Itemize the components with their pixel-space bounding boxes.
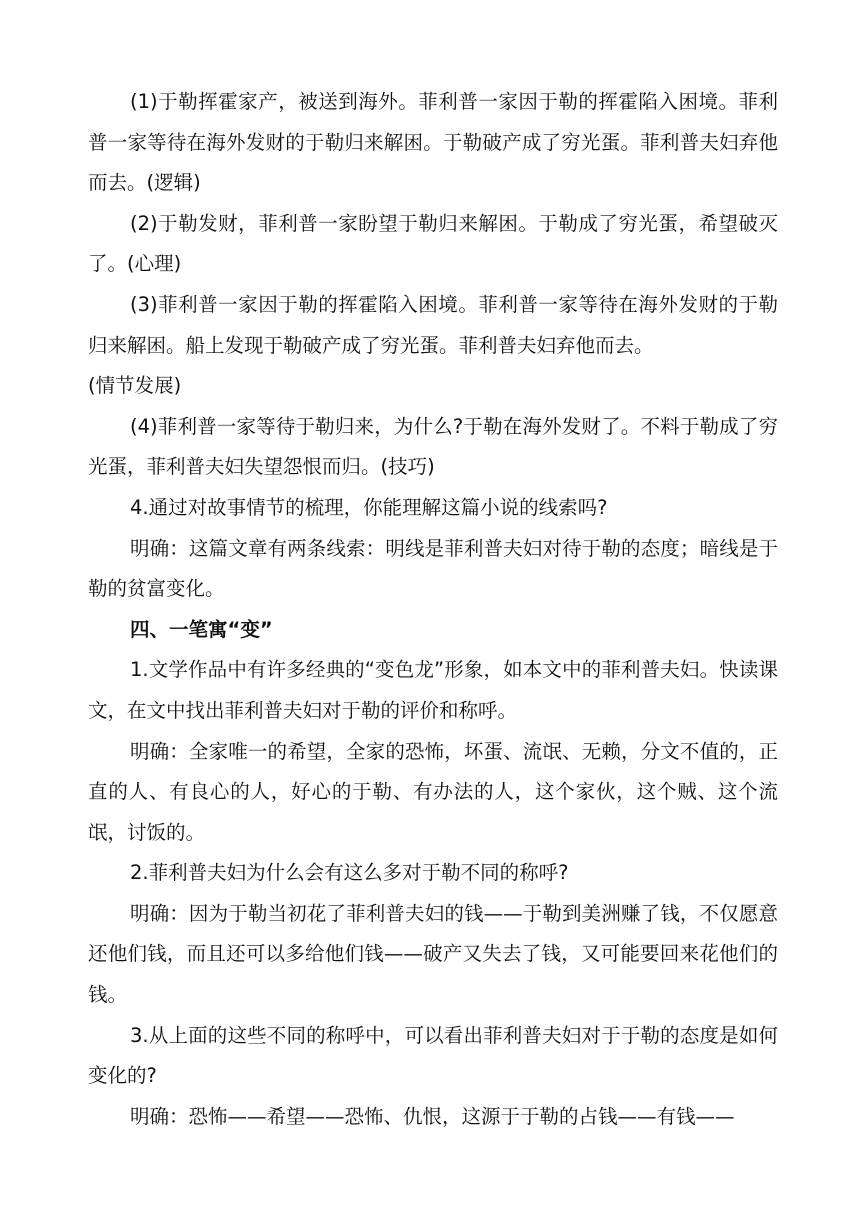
answer-4: 明确：这篇文章有两条线索：明线是菲利普夫妇对待于勒的态度；暗线是于勒的贫富变化。 <box>88 536 778 601</box>
paragraph-item-3-continued: (情节发展) <box>88 374 182 398</box>
answer-3: 明确：恐怖——希望——恐怖、仇恨，这源于于勒的占钱——有钱—— <box>130 1104 735 1128</box>
paragraph-item-1: (1)于勒挥霍家产，被送到海外。菲利普一家因于勒的挥霍陷入困境。菲利普一家等待在海外发财的于勒归来解困。于勒破产成了穷光蛋。菲利普夫妇弃他而去。(逻辑) <box>88 90 778 195</box>
question-2: 2.菲利普夫妇为什么会有这么多对于勒不同的称呼? <box>130 861 569 885</box>
section-heading: 四、一笔寓“变” <box>130 617 273 641</box>
answer-1: 明确：全家唯一的希望，全家的恐怖，坏蛋、流氓、无赖，分文不值的，正直的人、有良心的人，好心的于勒、有办法的人，这个家伙，这个贼、这个流氓，讨饭的。 <box>88 739 778 844</box>
paragraph-item-3: (3)菲利普一家因于勒的挥霍陷入困境。菲利普一家等待在海外发财的于勒归来解困。船上发现于勒破产成了穷光蛋。菲利普夫妇弃他而去。 <box>88 292 778 357</box>
document-page <box>88 82 778 1137</box>
question-4: 4.通过对故事情节的梳理，你能理解这篇小说的线索吗? <box>130 495 608 519</box>
question-1: 1.文学作品中有许多经典的“变色龙”形象，如本文中的菲利普夫妇。快读课文，在文中找出菲利普夫妇对于勒的评价和称呼。 <box>88 658 778 722</box>
answer-2: 明确：因为于勒当初花了菲利普夫妇的钱——于勒到美洲赚了钱，不仅愿意还他们钱，而且还可以多给他们钱——破产又失去了钱，又可能要回来花他们的钱。 <box>88 901 778 1007</box>
question-3: 3.从上面的这些不同的称呼中，可以看出菲利普夫妇对于于勒的态度是如何变化的? <box>88 1023 778 1088</box>
paragraph-item-4: (4)菲利普一家等待于勒归来，为什么?于勒在海外发财了。不料于勒成了穷光蛋，菲利普夫妇失望怨恨而归。(技巧) <box>88 414 778 479</box>
paragraph-item-2: (2)于勒发财，菲利普一家盼望于勒归来解困。于勒成了穷光蛋，希望破灭了。(心理) <box>88 211 778 276</box>
